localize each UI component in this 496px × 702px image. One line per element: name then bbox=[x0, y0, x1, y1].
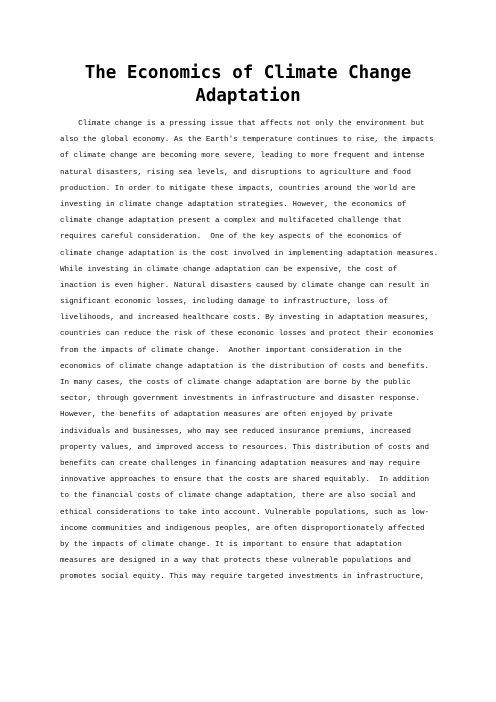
body-line: innovative approaches to ensure that the costs are shared equitably. In addition bbox=[60, 476, 430, 485]
body-line: production. In order to mitigate these impacts, countries around the world are bbox=[60, 184, 416, 193]
body-line: Climate change is a pressing issue that affects not only the environment but bbox=[60, 120, 425, 128]
body-line: investing in climate change adaptation strategies. However, the economics of bbox=[60, 200, 407, 209]
body-line: economics of climate change adaptation is the distribution of costs and benefits. bbox=[60, 362, 430, 371]
body-line: of climate change are becoming more severe, leading to more frequent and intense bbox=[60, 152, 425, 161]
body-line: climate change adaptation present a complex and multifaceted challenge that bbox=[60, 217, 402, 226]
body-line: property values, and improved access to resources. This distribution of costs and bbox=[60, 443, 430, 452]
body-line: natural disasters, rising sea levels, and disruptions to agriculture and food bbox=[60, 168, 411, 177]
body-line: In many cases, the costs of climate change adaptation are borne by the public bbox=[60, 379, 411, 387]
body-line: individuals and businesses, who may see reduced insurance premiums, increased bbox=[60, 427, 411, 436]
body-line: from the impacts of climate change. Another important consideration in the bbox=[60, 346, 402, 355]
body-line: also the global economy. As the Earth's temperature continues to rise, the impacts bbox=[60, 136, 434, 145]
body-line: ethical considerations to take into account. Vulnerable populations, such as low- bbox=[60, 508, 430, 517]
document-body bbox=[60, 116, 444, 585]
body-line: significant economic losses, including damage to infrastructure, loss of bbox=[60, 298, 389, 307]
body-line: requires careful consideration. One of the key aspects of the economics of bbox=[60, 233, 402, 242]
document-title-line-1: The Economics of Climate Change bbox=[84, 63, 412, 83]
body-line: benefits can create challenges in financing adaptation measures and may require bbox=[60, 459, 421, 468]
body-line: sector, through government investments in infrastructure and disaster response. bbox=[60, 395, 421, 404]
body-line: to the financial costs of climate change adaptation, there are also social and bbox=[60, 492, 416, 501]
body-line: promotes social equity. This may require targeted investments in infrastructure, bbox=[60, 573, 425, 582]
body-line: countries can reduce the risk of these economic losses and protect their economies bbox=[60, 330, 434, 339]
body-line: climate change adaptation is the cost involved in implementing adaptation measures. bbox=[60, 249, 439, 258]
body-line: by the impacts of climate change. It is important to ensure that adaptation bbox=[60, 540, 402, 549]
body-line: livelihoods, and increased healthcare costs. By investing in adaptation measures, bbox=[60, 314, 430, 323]
body-line: inaction is even higher. Natural disasters caused by climate change can result in bbox=[60, 281, 430, 290]
body-line: While investing in climate change adaptation can be expensive, the cost of bbox=[60, 265, 398, 274]
body-line: However, the benefits of adaptation measures are often enjoyed by private bbox=[60, 411, 393, 420]
body-line: measures are designed in a way that protects these vulnerable populations and bbox=[60, 557, 411, 566]
document-title-line-2: Adaptation bbox=[195, 86, 301, 106]
body-line: income communities and indigenous peoples, are often disproportionately affected bbox=[60, 524, 425, 533]
document-title bbox=[60, 62, 436, 108]
